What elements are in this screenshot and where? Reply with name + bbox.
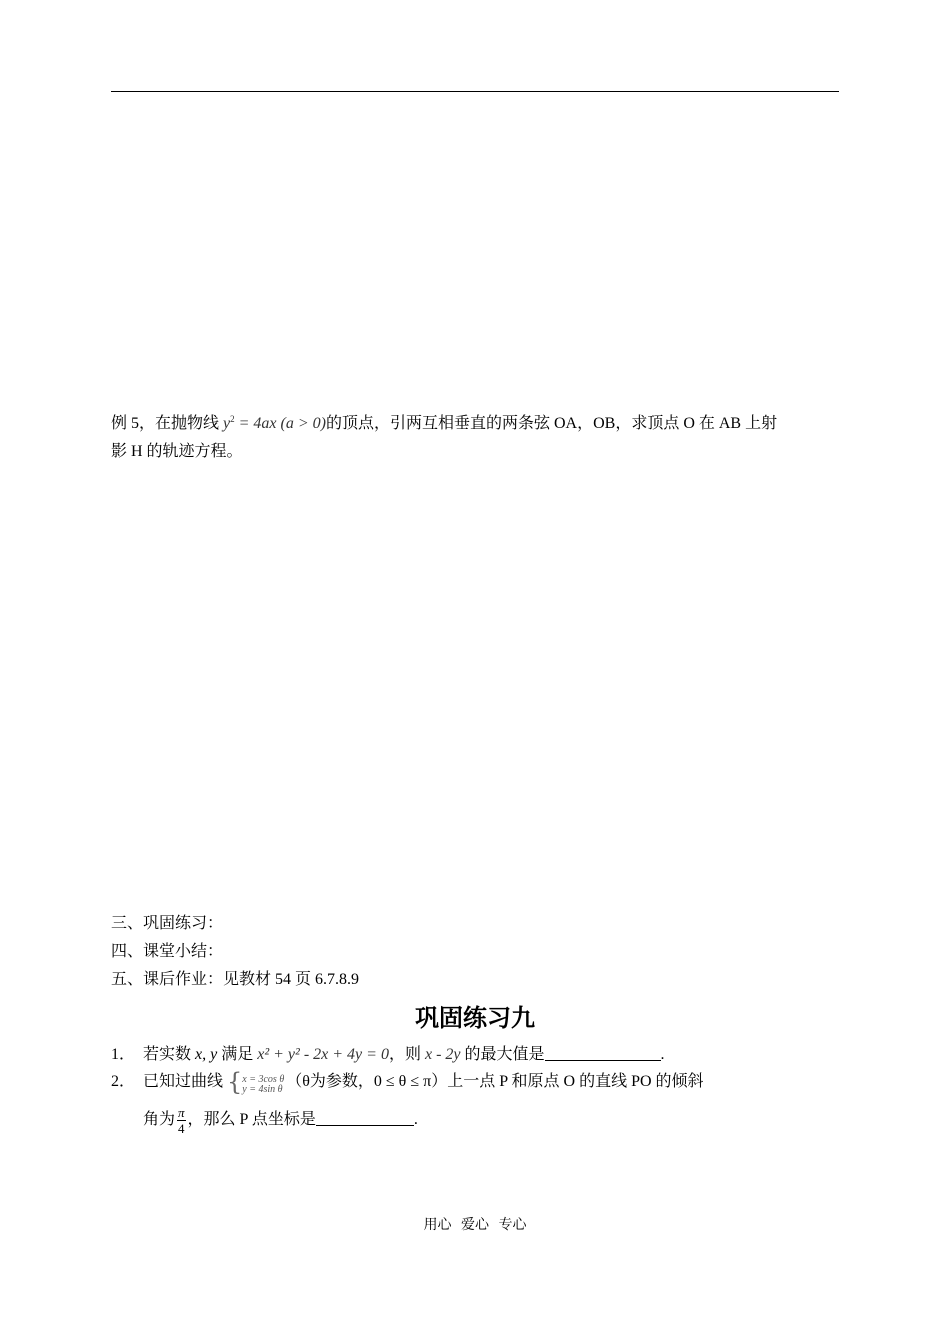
question-2-number: 2． [111,1073,136,1090]
question-1-equation: x² + y² - 2x + 4y = 0 [257,1046,389,1063]
angle-fraction: $\frac{\pi}{4}$ [178,1105,185,1136]
question-1-vars: x, y [195,1046,218,1063]
parabola-condition: (a > 0) [280,415,326,432]
question-1: 1． 若实数 x, y 满足 x² + y² - 2x + 4y = 0，则 x - 2y 的最大值是 . [111,1041,839,1069]
answer-blank-1[interactable] [545,1044,661,1061]
example-5-label: 例 5，在抛物线 [111,415,220,432]
question-2: 2． 已知过曲线 { x = 3cos θ y = 4sin θ （θ为参数，0 ≤ θ ≤ π）上一点 P 和原点 O 的直线 PO 的倾斜 [111,1068,704,1096]
question-1-expression: x - 2y [424,1046,461,1063]
question-2-continued: 角为 $\frac{\pi}{4}$ ，那么 P 点坐标是 . [143,1105,418,1136]
example-5-line-1 [111,405,839,438]
example-5-text: 的顶点，引两互相垂直的两条弦 OA，OB，求顶点 O 在 AB 上射 [325,415,778,432]
exercise-title: 巩固练习九 [415,1004,535,1032]
parabola-equation: $y^2 = 4ax$ [223,414,277,432]
example-5-line-2: 影 H 的轨迹方程。 [111,443,243,460]
section-homework: 五、课后作业：见教材 54 页 6.7.8.9 [111,971,360,988]
question-1-number: 1． [111,1046,136,1063]
page-footer: 用心 爱心 专心 [423,1218,527,1233]
parametric-system: x = 3cos θ y = 4sin θ [242,1074,285,1095]
section-list [111,910,839,994]
section-summary: 四、课堂小结： [111,943,224,960]
left-brace-icon: { [227,1068,243,1096]
header-rule [111,91,839,92]
section-practice: 三、巩固练习： [111,915,224,932]
answer-blank-2[interactable] [316,1109,414,1126]
example-5 [111,405,839,466]
